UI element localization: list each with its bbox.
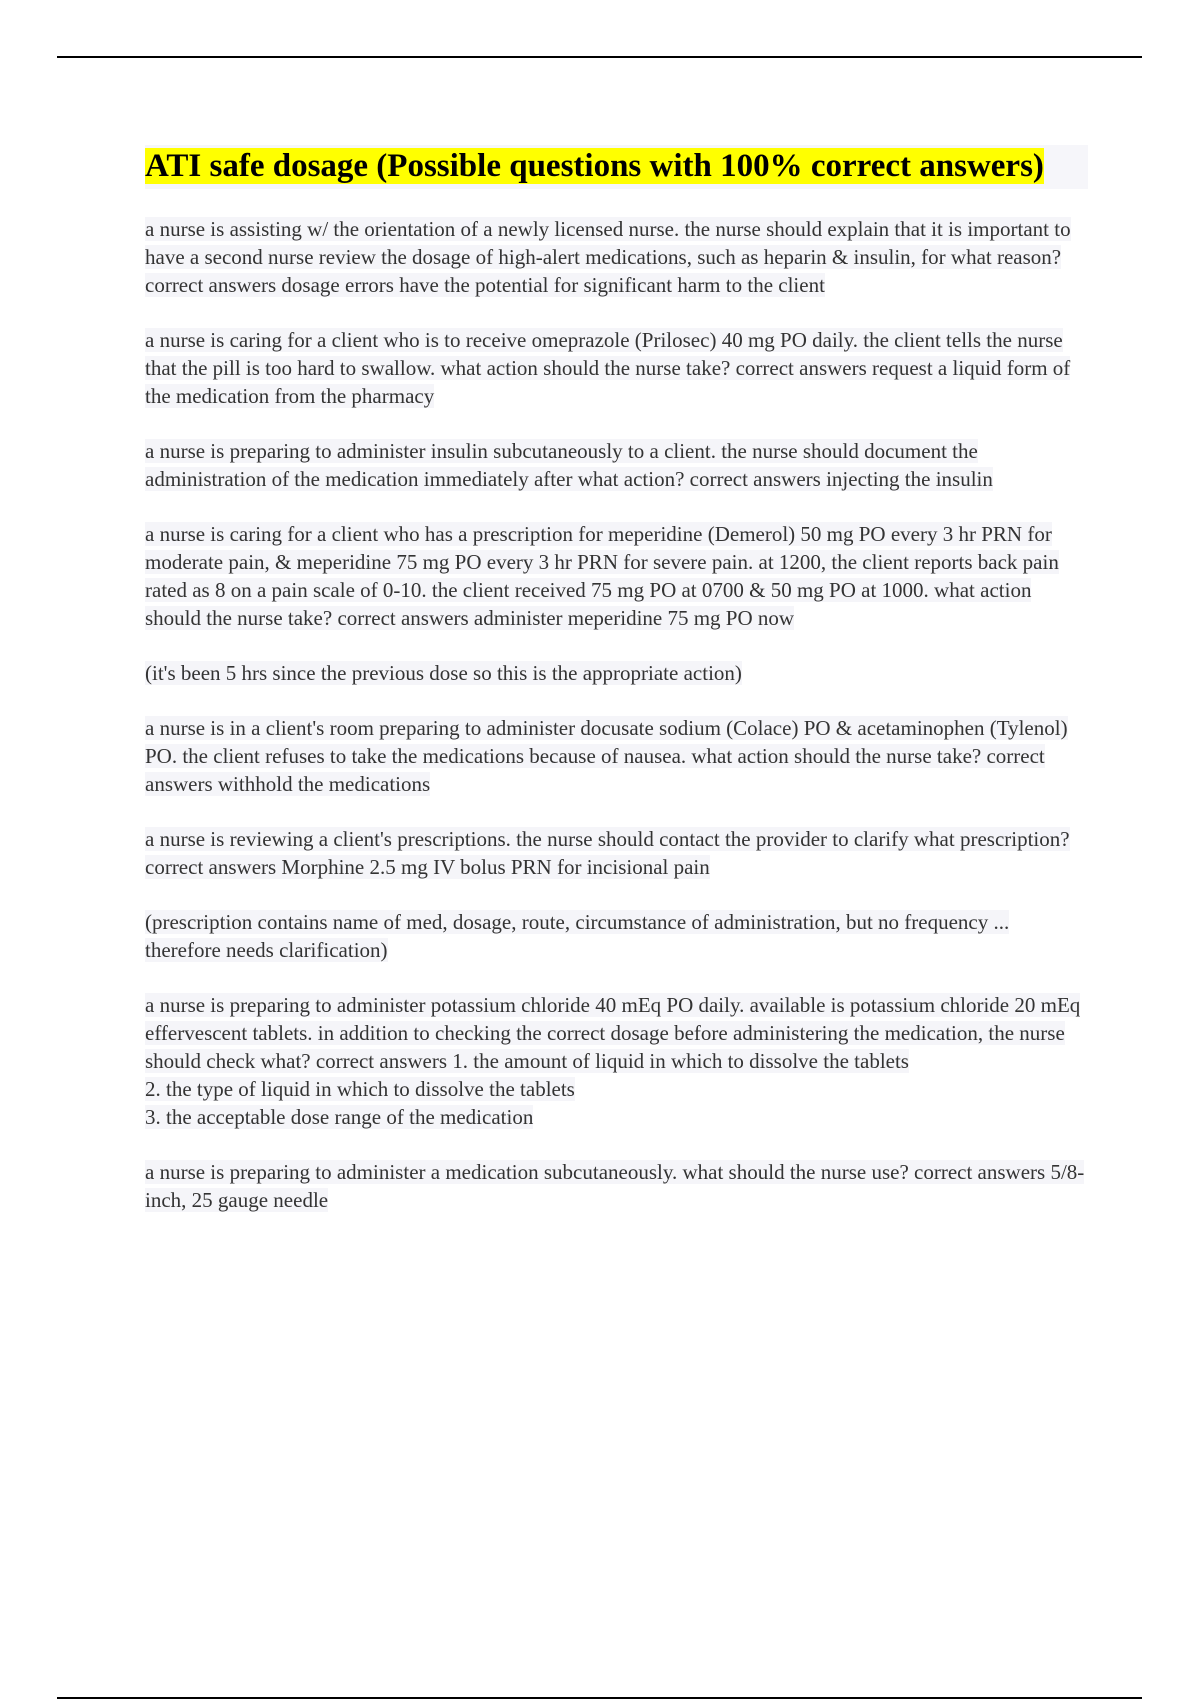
qa-line (145, 991, 1088, 1075)
qa-paragraph-5 (145, 714, 1088, 798)
qa-paragraph-6 (145, 825, 1088, 881)
qa-paragraph-1 (145, 215, 1088, 299)
qa-paragraph-7 (145, 991, 1088, 1131)
title-highlight: ATI safe dosage (Possible questions with 100% correct answers) (145, 148, 1044, 184)
top-rule (57, 56, 1142, 58)
note-paragraph-1 (145, 659, 1088, 687)
qa-paragraph-4 (145, 520, 1088, 632)
note-paragraph-2 (145, 908, 1088, 964)
bottom-rule (57, 1697, 1142, 1699)
qa-text: a nurse is preparing to administer insulin subcutaneously to a client. the nurse should document the administration of the medication immediately after what action? correct answers injecting the insulin (145, 439, 993, 491)
title-block (145, 145, 1088, 189)
qa-text: a nurse is caring for a client who is to receive omeprazole (Prilosec) 40 mg PO daily. the client tells the nurse that the pill is too hard to swallow. what action should the nurse take? correct answers request a liquid form of the medication from the pharmacy (145, 328, 1071, 408)
qa-text: 2. the type of liquid in which to dissolve the tablets (145, 1077, 575, 1101)
document-body (145, 145, 1088, 1241)
qa-text: a nurse is caring for a client who has a prescription for meperidine (Demerol) 50 mg PO every 3 hr PRN for moderate pain, & meperidine 75 mg PO every 3 hr PRN for severe pain. at 1200, the client reports back pain rated as 8 on a pain scale of 0-10. the client received 75 mg PO at 0700 & 50 mg PO at 1000. what action should the nurse take? correct answers administer meperidine 75 mg PO now (145, 522, 1059, 630)
note-text: (it's been 5 hrs since the previous dose so this is the appropriate action) (145, 661, 742, 685)
qa-text: a nurse is preparing to administer a medication subcutaneously. what should the nurse use? correct answers 5/8-inch, 25 gauge needle (145, 1160, 1085, 1212)
qa-text: a nurse is reviewing a client's prescriptions. the nurse should contact the provider to clarify what prescription? correct answers Morphine 2.5 mg IV bolus PRN for incisional pain (145, 827, 1070, 879)
qa-line (145, 1075, 1088, 1103)
qa-text: a nurse is in a client's room preparing to administer docusate sodium (Colace) PO & acetaminophen (Tylenol) PO. the client refuses to take the medications because of nausea. what action should the nurse take? correct answers withhold the medications (145, 716, 1068, 796)
qa-paragraph-2 (145, 326, 1088, 410)
qa-paragraph-3 (145, 437, 1088, 493)
qa-text: a nurse is assisting w/ the orientation of a newly licensed nurse. the nurse should explain that it is important to have a second nurse review the dosage of high-alert medications, such as heparin & insulin, for what reason? correct answers dosage errors have the potential for significant harm to the client (145, 217, 1071, 297)
qa-text: 3. the acceptable dose range of the medication (145, 1105, 534, 1129)
document-title (145, 145, 1088, 187)
qa-paragraph-8 (145, 1158, 1088, 1214)
qa-text: a nurse is preparing to administer potassium chloride 40 mEq PO daily. available is potassium chloride 20 mEq effervescent tablets. in addition to checking the correct dosage before administering the medication, the nurse should check what? correct answers 1. the amount of liquid in which to dissolve the tablets (145, 993, 1081, 1073)
qa-line (145, 1103, 1088, 1131)
note-text: (prescription contains name of med, dosage, route, circumstance of administration, but no frequency ... therefore needs clarification) (145, 910, 1010, 962)
